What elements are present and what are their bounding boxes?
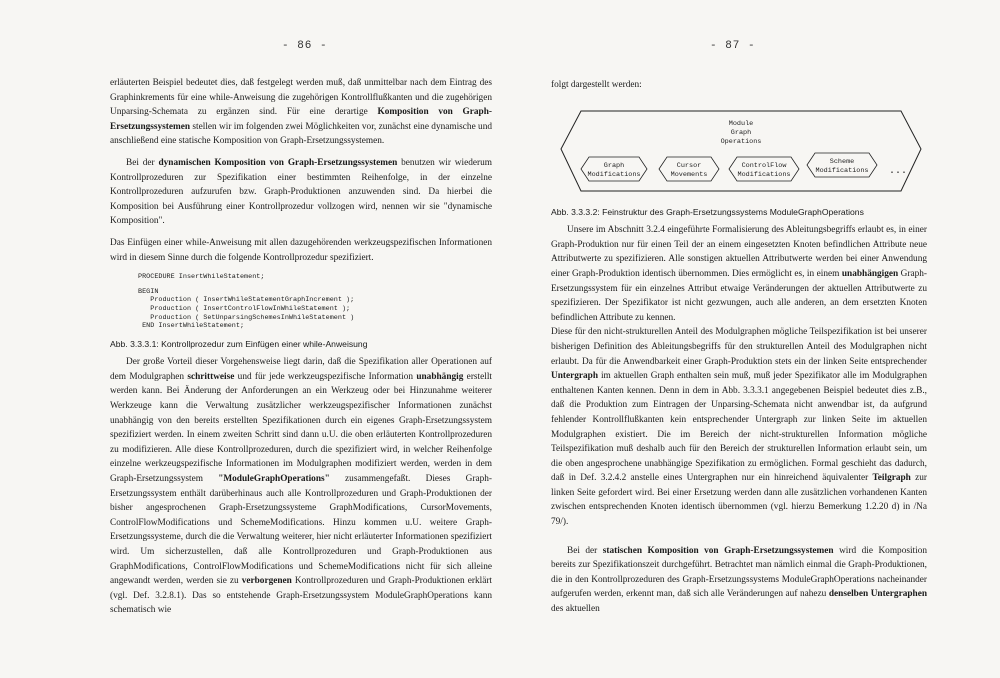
left-paragraph-4: Der große Vorteil dieser Vorgehensweise liegt darin, daß die Spezifikation aller Operationen auf dem Modulgraphen schrittweise und für jede werkzeugspezifische Information unabhängig erstellt werden kann. Bei Änderung der Anforderungen an ein Werkzeug oder bei Hinzunahme weiterer Werkzeuge kann die Verwaltung zusätzlicher werkzeugspezifischer Informationen zunächst unabhängig von den bereits erstellten Spezifikationen durch ein eigenes Graph-Ersetzungssystem spezifiziert werden. In einem zweiten Schritt sind dann u.U. die oben erläuterten Kontrollprozeduren zu modifizieren. Alle diese Kontrollprozeduren, durch die spezifiziert wird, in welcher Reihenfolge einzelne werkzeugspezifische Informationen im Modulgraphen modifiziert werden, werden in dem Graph-Ersetzungssystem "ModuleGraphOperations" zusammengefaßt. Dieses Graph-Ersetzungssystem enthält darüberhinaus auch alle Kontrollprozeduren und Graph-Produktionen der bisher angesprochenen Graph-Ersetzungssysteme GraphModifications, CursorMovements, ControlFlowModifications und SchemeModifications. Hinzu kommen u.U. weitere Graph-Ersetzungssysteme, durch die die Verwaltung weiterer, hier nicht erläuterter Informationen spezifiziert wird. Um sicherzustellen, daß alle Kontrollprozeduren und Graph-Produktionen aus GraphModifications, ControlFlowModifications und SchemeModifications nicht für sich alleine angewandt werden, werden sie zu verborgenen Kontrollprozeduren und Graph-Produktionen erklärt (vgl. Def. 3.2.8.1). Das so entstehende Graph-Ersetzungssystem ModuleGraphOperations kann schematisch wie bbox=[110, 357, 492, 616]
right-paragraph-2: Diese für den nicht-strukturellen Anteil des Modulgraphen mögliche Teilspezifikation ist bei unserer bisherigen Definition des Ableitungsbegriffs für den strukturellen Anteil des Modulgraphen nicht erlaubt. Da für die Anwendbarkeit einer Graph-Produktion stets ein der linken Seite entsprechender Untergraph im aktuellen Graph enthalten sein muß, muß jeder Spezifikator alle im Modulgraphen enthaltenen Kanten kennen. Denn in dem in Abb. 3.3.3.1 angegebenen Beispiel bedeutet dies z.B., daß die Produktion zum Eintragen der Unparsing-Schemata nicht anwendbar ist, da aufgrund fehlender Kontrollflußkanten kein entsprechender Untergraph zur linken Seite im aktuellen Modulgraphen existiert. Die im Bereich der nicht-strukturellen Information mögliche Teilspezifikation muß deshalb auch für den Bereich der strukturellen Information erlaubt sein, um die oben angesprochene unabhängige Spezifikation zu ermöglichen. Formal geschieht das dadurch, daß in Def. 3.2.4.2 anstelle eines Untergraphen nur ein hinreichend äquivalenter Teilgraph zur linken Seite gefordert wird. Bei einer Ersetzung werden dann alle zusätzlichen vorhandenen Kanten zwischen entsprechenden Knoten identisch übernommen (vgl. hierzu Bemerkung 1.2.20 d) in /Na 79/). bbox=[551, 327, 927, 528]
svg-text:Cursor: Cursor bbox=[676, 161, 702, 170]
bold-term: statischen Komposition von Graph-Ersetzungssystemen bbox=[602, 545, 834, 556]
bold-term: schrittweise bbox=[187, 371, 235, 382]
bold-term: unabhängigen bbox=[841, 268, 899, 279]
diagram-intro: folgt dargestellt werden: bbox=[551, 80, 642, 90]
outer-label-line: Module bbox=[728, 119, 754, 128]
outer-label-line: Operations bbox=[720, 137, 762, 146]
svg-text:Modifications: Modifications bbox=[587, 170, 641, 179]
code-line: Production ( InsertControlFlowInWhileStatement ); bbox=[138, 304, 351, 313]
bold-term: Teilgraph bbox=[872, 473, 911, 484]
svg-text:Graph: Graph bbox=[603, 161, 625, 170]
bold-term: dynamischen Komposition von Graph-Ersetzungssystemen bbox=[158, 157, 398, 168]
bold-term: Untergraph bbox=[551, 371, 598, 382]
diagram-ellipsis: ... bbox=[889, 165, 908, 177]
right-paragraph-3: Bei der statischen Komposition von Graph-Ersetzungssystemen wird die Komposition bereits zur Spezifikationszeit durchgeführt. Betrachtet man nämlich einmal die Graph-Produktionen, die in den Kontrollprozeduren des Graph-Ersetzungssystems ModuleGraphOperations nacheinander aufgerufen werden, erkennt man, daß sich alle Veränderungen auf nahezu denselben Untergraphen des aktuellen bbox=[551, 545, 928, 615]
code-line: END InsertWhileStatement; bbox=[138, 322, 245, 331]
left-paragraph-3: Das Einfügen einer while-Anweisung mit allen dazugehörenden werkzeugspezifischen Informationen wird in diesem Sinne durch die folgende Kontrollprozedur spezifiziert. bbox=[110, 237, 492, 263]
svg-text:Movements: Movements bbox=[670, 170, 708, 179]
page-number-right: - 87 - bbox=[710, 40, 756, 52]
box-graph-modifications bbox=[581, 157, 647, 181]
bold-term: verborgenen bbox=[241, 576, 292, 587]
outer-label-line: Graph bbox=[730, 128, 752, 137]
page-number-left: - 86 - bbox=[282, 40, 328, 52]
left-page-column bbox=[110, 76, 492, 618]
code-line: PROCEDURE InsertWhileStatement; bbox=[138, 273, 265, 282]
svg-text:ControlFlow: ControlFlow bbox=[741, 161, 787, 170]
figure-caption-right: Abb. 3.3.3.2: Feinstruktur des Graph-Ersetzungssystems ModuleGraphOperations bbox=[551, 206, 864, 217]
svg-text:Modifications: Modifications bbox=[737, 170, 791, 179]
box-scheme-modifications bbox=[807, 153, 877, 177]
left-paragraph-1: erläuterten Beispiel bedeutet dies, daß festgelegt werden muß, daß unmittelbar nach dem Eintrag des Graphinkrements für eine while-Anweisung die zugehörigen Kontrollflußkanten und die zugehörigen Unparsing-Schemata zu ergänzen sind. Für eine derartige Komposition von Graph-Ersetzungssystemen stellen wir im folgenden zwei Möglichkeiten vor, zunächst eine dynamische und anschließend eine statische Komposition von Graph-Ersetzungssystemen. bbox=[110, 78, 492, 147]
box-cursor-movements bbox=[659, 157, 719, 181]
code-listing bbox=[138, 273, 492, 331]
box-controlflow-modifications bbox=[729, 157, 799, 181]
figure-caption-left: Abb. 3.3.3.1: Kontrollprozedur zum Einfügen einer while-Anweisung bbox=[110, 338, 368, 349]
right-paragraph-1: Unsere im Abschnitt 3.2.4 eingeführte Formalisierung des Ableitungsbegriffs erlaubt es, in einer Graph-Produktion nur für einen Teil der an einem eingesetzten Knoten befindlichen Attribute neue Attributwerte zu spezifizieren. Alle sonstigen aktuellen Attributwerte werden bei einer Anwendung einer Graph-Produktion identisch übernommen. Dies ermöglicht es, in einem unabhängigen Graph-Ersetzungssystem für ein einzelnes Attribut etwaige Veränderungen der aktuellen Attributwerte zu spezifizieren. Der Spezifikator ist nicht gezwungen, auch alle anderen, an dem ersetzten Knoten befindlichen Attribute zu kennen. bbox=[551, 225, 927, 323]
bold-term: unabhängig bbox=[416, 371, 464, 382]
bold-term: denselben Untergraphen bbox=[828, 589, 927, 600]
svg-text:Scheme: Scheme bbox=[829, 157, 855, 166]
bold-term: "ModuleGraphOperations" bbox=[218, 474, 330, 485]
code-line: Production ( InsertWhileStatementGraphIncrement ); bbox=[138, 296, 355, 305]
code-line: Production ( SetUnparsingSchemesInWhileStatement ) bbox=[138, 313, 355, 322]
svg-text:Modifications: Modifications bbox=[815, 166, 869, 175]
bold-term: Komposition von Graph-Ersetzungssystemen bbox=[110, 107, 492, 132]
left-paragraph-2: Bei der dynamischen Komposition von Graph-Ersetzungssystemen benutzen wir wiederum Kontrollprozeduren zur Spezifikation einer bestimmten Reihenfolge, in der einzelne Kontrollprozeduren aufzurufen bzw. Graph-Produktionen anzuwenden sind. Da hierbei die Komposition bei Ausführung einer Kontrollprozedur vollzogen wird, nennen wir sie "dynamische Komposition". bbox=[110, 157, 492, 227]
right-page-column bbox=[551, 78, 927, 617]
module-graph-operations-diagram bbox=[551, 99, 931, 199]
code-line: BEGIN bbox=[138, 287, 159, 296]
